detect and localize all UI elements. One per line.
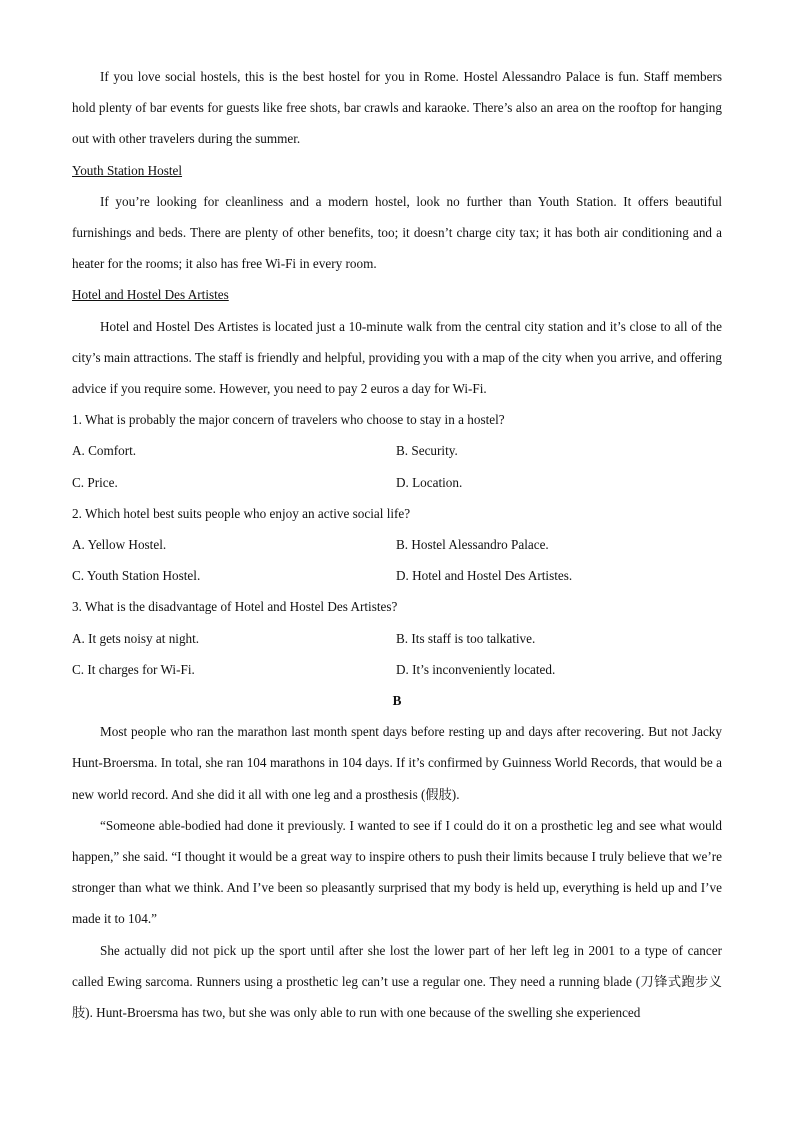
option-c: C. It charges for Wi-Fi. <box>72 661 195 677</box>
paragraph-youth-station: If you’re looking for cleanliness and a modern hostel, look no further than Youth Station. It offers beautiful furnishings and beds. There are plenty of other benefits, too; it doesn’t charge city tax; it has both air conditioning and a heater for the rooms; it also has free Wi-Fi in every room. <box>72 193 722 272</box>
document-body <box>72 61 722 1028</box>
question-stem: 3. What is the disadvantage of Hotel and Hostel Des Artistes? <box>72 599 398 615</box>
option-a: A. Comfort. <box>72 443 137 459</box>
options-row <box>72 435 722 466</box>
option-a: A. Yellow Hostel. <box>72 537 167 553</box>
section-title-b: B <box>392 693 402 709</box>
option-d: D. It’s inconveniently located. <box>396 661 556 677</box>
paragraph-b-1: Most people who ran the marathon last month spent days before resting up and days after recovering. But not Jacky Hunt-Broersma. In total, she ran 104 marathons in 104 days. If it’s confirmed by Guinness World Records, that would be a new world record. And she did it all with one leg and a prosthesis (假肢). <box>72 724 722 802</box>
option-d: D. Location. <box>396 474 463 490</box>
options-row <box>72 654 722 685</box>
option-b: B. Its staff is too talkative. <box>396 630 536 646</box>
paragraph-alessandro: If you love social hostels, this is the best hostel for you in Rome. Hostel Alessandro Palace is fun. Staff members hold plenty of bar events for guests like free shots, bar crawls and karaoke. There’s also an area on the rooftop for hanging out with other travelers during the summer. <box>72 69 722 147</box>
question-1 <box>72 404 722 498</box>
options-row <box>72 623 722 654</box>
question-stem: 1. What is probably the major concern of travelers who choose to stay in a hostel? <box>72 412 505 428</box>
heading-des-artistes: Hotel and Hostel Des Artistes <box>72 287 229 303</box>
option-d: D. Hotel and Hostel Des Artistes. <box>396 568 573 584</box>
option-c: C. Price. <box>72 474 118 490</box>
paragraph-b-3: She actually did not pick up the sport until after she lost the lower part of her left leg in 2001 to a type of cancer called Ewing sarcoma. Runners using a prosthetic leg can’t use a regular one. They need a running blade (刀锋式跑步义肢). Hunt-Broersma has two, but she was only able to run with one because of the swelling she experienced <box>72 942 722 1021</box>
options-row <box>72 467 722 498</box>
question-2 <box>72 498 722 592</box>
option-c: C. Youth Station Hostel. <box>72 568 201 584</box>
question-stem: 2. Which hotel best suits people who enjoy an active social life? <box>72 505 411 521</box>
option-b: B. Hostel Alessandro Palace. <box>396 537 549 553</box>
heading-youth-station: Youth Station Hostel <box>72 162 183 178</box>
question-3 <box>72 591 722 685</box>
options-row <box>72 560 722 591</box>
option-b: B. Security. <box>396 443 458 459</box>
paragraph-b-2: “Someone able-bodied had done it previously. I wanted to see if I could do it on a prosthetic leg and see what would happen,” she said. “I thought it would be a great way to inspire others to push their limits because I truly believe that we’re stronger than what we think. And I’ve been so pleasantly surprised that my body is held up, everything is held up and I’ve made it to 104.” <box>72 817 722 927</box>
options-row <box>72 529 722 560</box>
option-a: A. It gets noisy at night. <box>72 630 200 646</box>
paragraph-des-artistes: Hotel and Hostel Des Artistes is located just a 10-minute walk from the central city station and it’s close to all of the city’s main attractions. The staff is friendly and helpful, providing you with a map of the city when you arrive, and offering advice if you require some. However, you need to pay 2 euros a day for Wi-Fi. <box>72 318 722 397</box>
